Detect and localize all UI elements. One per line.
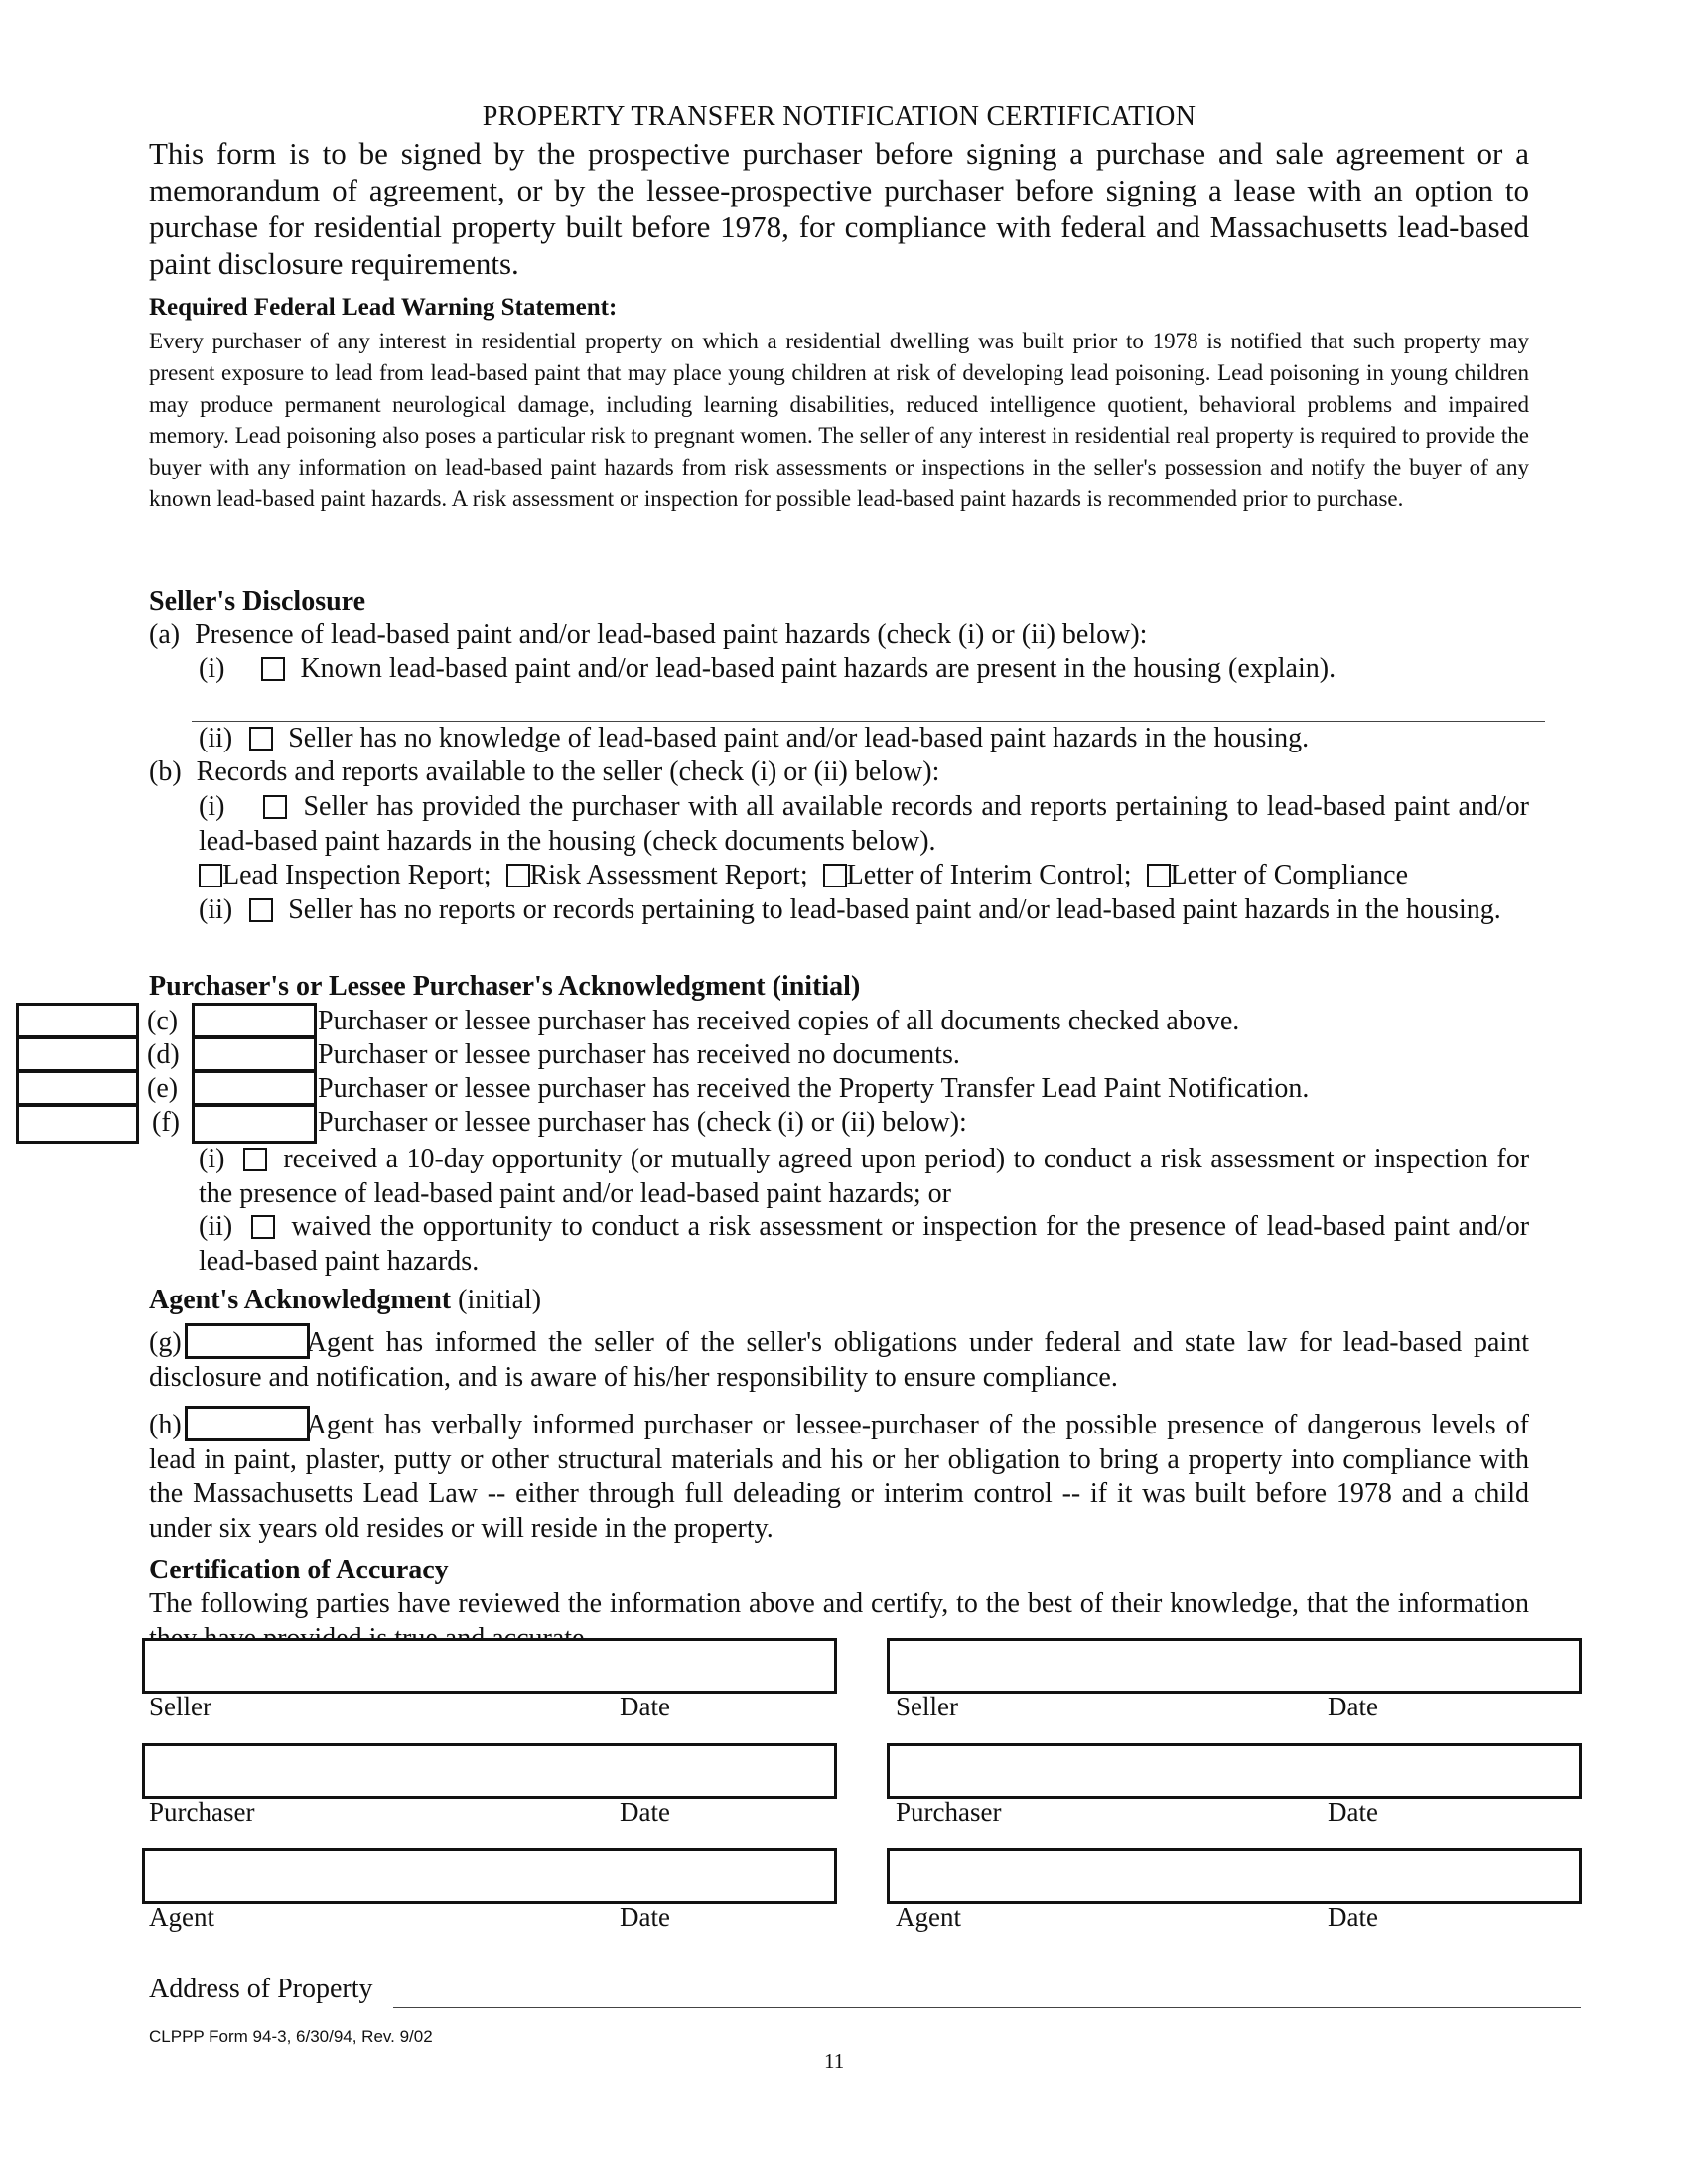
- seller-a-i-checkbox[interactable]: [261, 657, 285, 681]
- seller-b-label: (b): [149, 756, 182, 787]
- agent-signature-box-right[interactable]: [887, 1848, 1582, 1904]
- seller-b-i-label: (i): [199, 791, 225, 822]
- agent-signature-box-left[interactable]: [142, 1848, 837, 1904]
- lead-inspection-checkbox[interactable]: [199, 864, 222, 887]
- purchaser-c-text: Purchaser or lessee purchaser has received copies of all documents checked above.: [318, 1006, 1240, 1036]
- address-line[interactable]: [393, 2007, 1581, 2008]
- agent-h-label: (h): [149, 1410, 182, 1440]
- seller-signature-box-right[interactable]: [887, 1638, 1582, 1694]
- purchaser-f-label: (f): [152, 1107, 180, 1138]
- intro-paragraph: This form is to be signed by the prospective purchaser before signing a purchase and sale agreement or a memorandum of agreement, or by the lessee-prospective purchaser before signing a lease with an option to purchase for residential property built before 1978, for compliance with federal and Massachusetts lead-based paint disclosure requirements.: [149, 136, 1529, 281]
- warning-heading: Required Federal Lead Warning Statement:: [149, 294, 618, 321]
- seller-a-label: (a): [149, 619, 181, 650]
- warning-body: Every purchaser of any interest in residential property on which a residential dwelling was built prior to 1978 is notified that such property may present exposure to lead from lead-based paint that may place young children at risk of developing lead poisoning. Lead poisoning in young children may produce permanent neurological damage, including learning disabilities, reduced intelligence quotient, behavioral problems and impaired memory. Lead poisoning also poses a particular risk to pregnant women. The seller of any interest in residential real property is required to provide the buyer with any information on lead-based paint hazards from risk assessments or inspections in the seller's possession and notify the buyer of any known lead-based paint hazards. A risk assessment or inspection for possible lead-based paint hazards is recommended prior to purchase.: [149, 329, 1529, 511]
- purchaser-label-left: Purchaser: [149, 1797, 255, 1827]
- agent-label-left: Agent: [149, 1902, 214, 1932]
- risk-assessment-checkbox[interactable]: [506, 864, 530, 887]
- seller-label-left: Seller: [149, 1692, 211, 1721]
- purchaser-f-i-label: (i): [199, 1144, 225, 1174]
- seller-a-i-text: Known lead-based paint and/or lead-based paint hazards are present in the housing (explain).: [300, 653, 1336, 684]
- purchaser-f-i: [199, 1143, 1529, 1211]
- purchaser-label-right: Purchaser: [896, 1797, 1002, 1827]
- left-initial-box-f[interactable]: [16, 1104, 139, 1144]
- seller-b-text: Records and reports available to the seller (check (i) or (ii) below):: [196, 756, 940, 787]
- agent-heading-bold: Agent's Acknowledgment: [149, 1285, 452, 1315]
- purchaser-d-label: (d): [147, 1039, 180, 1070]
- agent-heading-rest: (initial): [451, 1285, 542, 1315]
- seller-a-ii-label: (ii): [199, 723, 233, 753]
- seller-a-ii-text: Seller has no knowledge of lead-based paint and/or lead-based paint hazards in the housing.: [288, 723, 1310, 753]
- seller-a-i-label: (i): [199, 653, 225, 684]
- seller-date-left: Date: [620, 1692, 670, 1721]
- seller-a-ii: [199, 723, 1309, 754]
- purchaser-f-ii: [199, 1210, 1529, 1279]
- agent-h: [149, 1409, 1529, 1546]
- purchaser-signature-box-right[interactable]: [887, 1743, 1582, 1799]
- seller-a-i: [199, 653, 1336, 685]
- purchaser-initial-c[interactable]: [192, 1003, 317, 1038]
- compliance-checkbox[interactable]: [1147, 864, 1171, 887]
- agent-g: [149, 1326, 1529, 1395]
- purchaser-f-ii-label: (ii): [199, 1211, 233, 1242]
- certification-text: The following parties have reviewed the information above and certify, to the best of their knowledge, that the information: [149, 1588, 1529, 1619]
- agent-date-right: Date: [1328, 1902, 1378, 1932]
- seller-b-ii-label: (ii): [199, 894, 233, 925]
- purchaser-f-i-checkbox[interactable]: [243, 1148, 267, 1171]
- seller-label-right: Seller: [896, 1692, 958, 1721]
- agent-date-left: Date: [620, 1902, 670, 1932]
- interim-control-checkbox[interactable]: [823, 864, 847, 887]
- purchaser-e-text: Purchaser or lessee purchaser has received the Property Transfer Lead Paint Notification.: [318, 1073, 1310, 1104]
- seller-heading: Seller's Disclosure: [149, 586, 366, 616]
- left-initial-box-e[interactable]: [16, 1070, 139, 1106]
- left-initial-box-d[interactable]: [16, 1036, 139, 1072]
- seller-a-text: Presence of lead-based paint and/or lead-based paint hazards (check (i) or (ii) below):: [195, 619, 1148, 650]
- explain-line[interactable]: [192, 721, 1545, 722]
- agent-g-label: (g): [149, 1327, 182, 1358]
- seller-b-ii-checkbox[interactable]: [249, 898, 273, 922]
- purchaser-e-label: (e): [147, 1073, 179, 1104]
- seller-b-ii-text: Seller has no reports or records pertaining to lead-based paint and/or lead-based paint hazards in the housing.: [288, 894, 1501, 925]
- doc-risk-assessment: Risk Assessment Report;: [529, 860, 808, 890]
- seller-a-ii-checkbox[interactable]: [249, 727, 273, 751]
- purchaser-initial-f[interactable]: [192, 1104, 317, 1144]
- purchaser-c-label: (c): [147, 1006, 179, 1036]
- doc-lead-inspection: Lead Inspection Report;: [222, 860, 492, 890]
- purchaser-f-i-text: received a 10-day opportunity (or mutually agreed upon period) to conduct a risk assessment or inspection for the presence of lead-based paint and/or lead-based paint hazards; or: [199, 1144, 1530, 1209]
- purchaser-heading: Purchaser's or Lessee Purchaser's Acknowledgment (initial): [149, 971, 861, 1002]
- seller-signature-box-left[interactable]: [142, 1638, 837, 1694]
- document-checklist: [199, 860, 1408, 891]
- doc-interim-control: Letter of Interim Control;: [846, 860, 1132, 890]
- agent-h-text: Agent has verbally informed purchaser or lessee-purchaser of the possible presence of dangerous levels of lead in paint, plaster, putty or other structural materials and his or her obligation to bring a property into compliance with the Massachusetts Lead Law -- either through full deleading or interim control -- if it was built before 1978 and a child under six years old resides or will reside in the property.: [149, 1410, 1529, 1544]
- doc-compliance: Letter of Compliance: [1170, 860, 1408, 890]
- agent-g-text: Agent has informed the seller of the seller's obligations under federal and state law for lead-based paint disclosure and notification, and is aware of his/her responsibility to ensure compliance.: [149, 1327, 1529, 1393]
- purchaser-date-left: Date: [620, 1797, 670, 1827]
- seller-b-i-checkbox[interactable]: [263, 795, 287, 819]
- certification-heading: Certification of Accuracy: [149, 1555, 449, 1585]
- agent-heading: [149, 1285, 541, 1316]
- page-number: 11: [824, 2049, 845, 2073]
- seller-b-i-text: Seller has provided the purchaser with all available records and reports pertaining to lead-based paint and/or lead-based paint hazards in the housing (check documents below).: [199, 791, 1530, 857]
- seller-a: [149, 619, 1147, 651]
- purchaser-f-ii-checkbox[interactable]: [251, 1215, 275, 1239]
- agent-label-right: Agent: [896, 1902, 961, 1932]
- purchaser-f-text: Purchaser or lessee purchaser has (check (i) or (ii) below):: [318, 1107, 967, 1138]
- page-title: PROPERTY TRANSFER NOTIFICATION CERTIFICATION: [482, 101, 1196, 132]
- form-footer: CLPPP Form 94-3, 6/30/94, Rev. 9/02: [149, 2027, 433, 2046]
- purchaser-initial-e[interactable]: [192, 1070, 317, 1106]
- seller-b-i: [199, 790, 1529, 859]
- address-label: Address of Property: [149, 1974, 373, 2004]
- seller-b: [149, 756, 939, 788]
- seller-date-right: Date: [1328, 1692, 1378, 1721]
- purchaser-f-ii-text: waived the opportunity to conduct a risk assessment or inspection for the presence of lead-based paint and/or lead-based paint hazards.: [199, 1211, 1530, 1277]
- purchaser-initial-d[interactable]: [192, 1036, 317, 1072]
- purchaser-d-text: Purchaser or lessee purchaser has received no documents.: [318, 1039, 960, 1070]
- purchaser-signature-box-left[interactable]: [142, 1743, 837, 1799]
- left-initial-box-c[interactable]: [16, 1003, 139, 1038]
- purchaser-date-right: Date: [1328, 1797, 1378, 1827]
- seller-b-ii: [199, 893, 1529, 928]
